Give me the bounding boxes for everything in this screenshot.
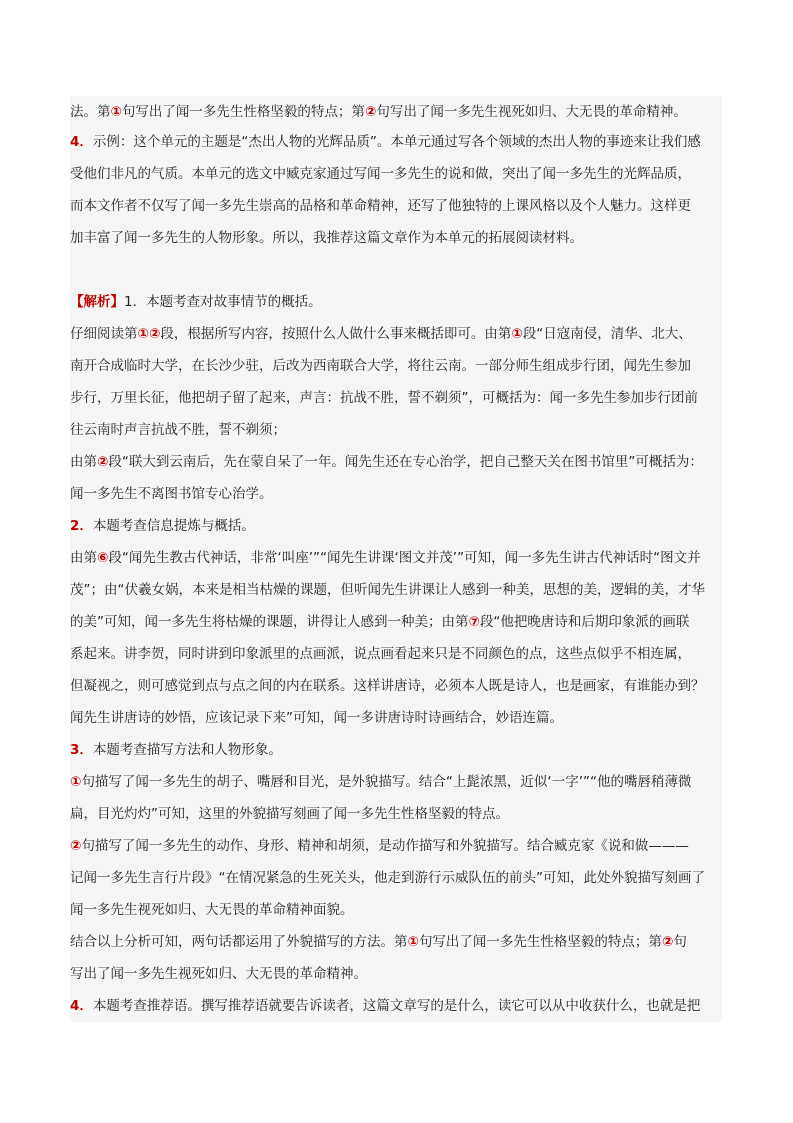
question-3-heading-line: 3．本题考查描写方法和人物形象。 [70, 742, 282, 758]
text-line: 但凝视之，则可感觉到点与点之间的内在联系。这样讲唐诗，必须本人既是诗人，也是画家，有谁能办到？ [70, 678, 705, 694]
text-line: 由第②段“联大到云南后，先在蒙自呆了一年。闻先生还在专心治学，把自己整天关在图书馆里”可概括为： [70, 454, 703, 470]
text-line: 系起来。讲李贺，同时讲到印象派里的点画派，说点画看起来只是不同颜色的点，这些点似乎不相连属， [70, 646, 691, 662]
text-line: 茂”；由“伏羲女娲，本来是相当枯燥的课题，但听闻先生讲课让人感到一种美，思想的美，逻辑的美，才华 [70, 582, 705, 598]
question-4-heading-line: 4．本题考查推荐语。撰写推荐语就要告诉读者，这篇文章写的是什么，读它可以从中收获什么，也就是把 [70, 998, 701, 1014]
text-line: 闻一多先生视死如归、大无畏的革命精神面貌。 [70, 902, 354, 918]
text-line: 闻一多先生不离图书馆专心治学。 [70, 486, 273, 502]
text-line: 法。第①句写出了闻一多先生性格坚毅的特点；第②句写出了闻一多先生视死如归、大无畏的革命精神。 [70, 104, 687, 120]
text-line: 由第⑥段“闻先生教古代神话，非常‘叫座’”“闻先生讲课‘图文并茂’”可知，闻一多先生讲古代神话时“图文并 [70, 550, 701, 566]
text-line: 南开合成临时大学，在长沙少驻，后改为西南联合大学，将往云南。一部分师生组成步行团，闻先生参加 [70, 358, 691, 374]
text-line: 扁，目光灼灼”可知，这里的外貌描写刻画了闻一多先生性格坚毅的特点。 [70, 806, 509, 822]
text-line: 写出了闻一多先生视死如归、大无畏的革命精神。 [70, 966, 367, 982]
blank-line [70, 254, 722, 286]
text-line: ②句描写了闻一多先生的动作、身形、精神和胡须，是动作描写和外貌描写。结合臧克家《说和做——— [70, 838, 689, 854]
text-line: 而本文作者不仅写了闻一多先生崇高的品格和革命精神，还写了他独特的上课风格以及个人魅力。这样更 [70, 198, 691, 214]
text-line: 闻先生讲唐诗的妙悟，应该记录下来”可知，闻一多讲唐诗时诗画结合，妙语连篇。 [70, 710, 563, 726]
text-line: ①句描写了闻一多先生的胡子、嘴唇和目光，是外貌描写。结合“上髭浓黑，近似‘一字’”“他的嘴唇稍薄微 [70, 774, 692, 790]
text-line: 步行，万里长征，他把胡子留了起来，声言：抗战不胜，誓不剃须”，可概括为：闻一多先生参加步行团前 [70, 390, 698, 406]
question-2-heading-line: 2．本题考查信息提炼与概括。 [70, 518, 255, 534]
text-line: 结合以上分析可知，两句话都运用了外貌描写的方法。第①句写出了闻一多先生性格坚毅的特点；第②句 [70, 934, 687, 950]
analysis-heading-line: 【解析】1．本题考查对故事情节的概括。 [70, 294, 322, 310]
answer-4-line: 4．示例：这个单元的主题是“杰出人物的光辉品质”。本单元通过写各个领域的杰出人物的事迹来让我们感 [70, 134, 701, 150]
text-line: 加丰富了闻一多先生的人物形象。所以，我推荐这篇文章作为本单元的拓展阅读材料。 [70, 230, 583, 246]
text-line: 受他们非凡的气质。本单元的选文中臧克家通过写闻一多先生的说和做，突出了闻一多先生的光辉品质， [70, 166, 691, 182]
text-line: 往云南时声言抗战不胜，誓不剃须； [70, 422, 286, 438]
text-line: 的美”可知，闻一多先生将枯燥的课题，讲得让人感到一种美；由第⑦段“他把晚唐诗和后期印象派的画联 [70, 614, 690, 630]
text-line: 仔细阅读第①②段，根据所写内容，按照什么人做什么事来概括即可。由第①段“日寇南侵，清华、北大、 [70, 326, 692, 342]
text-line: 记闻一多先生言行片段》“在情况紧急的生死关头，他走到游行示威队伍的前头”可知，此处外貌描写刻画了 [70, 870, 705, 886]
answer-analysis-section [70, 96, 722, 1022]
